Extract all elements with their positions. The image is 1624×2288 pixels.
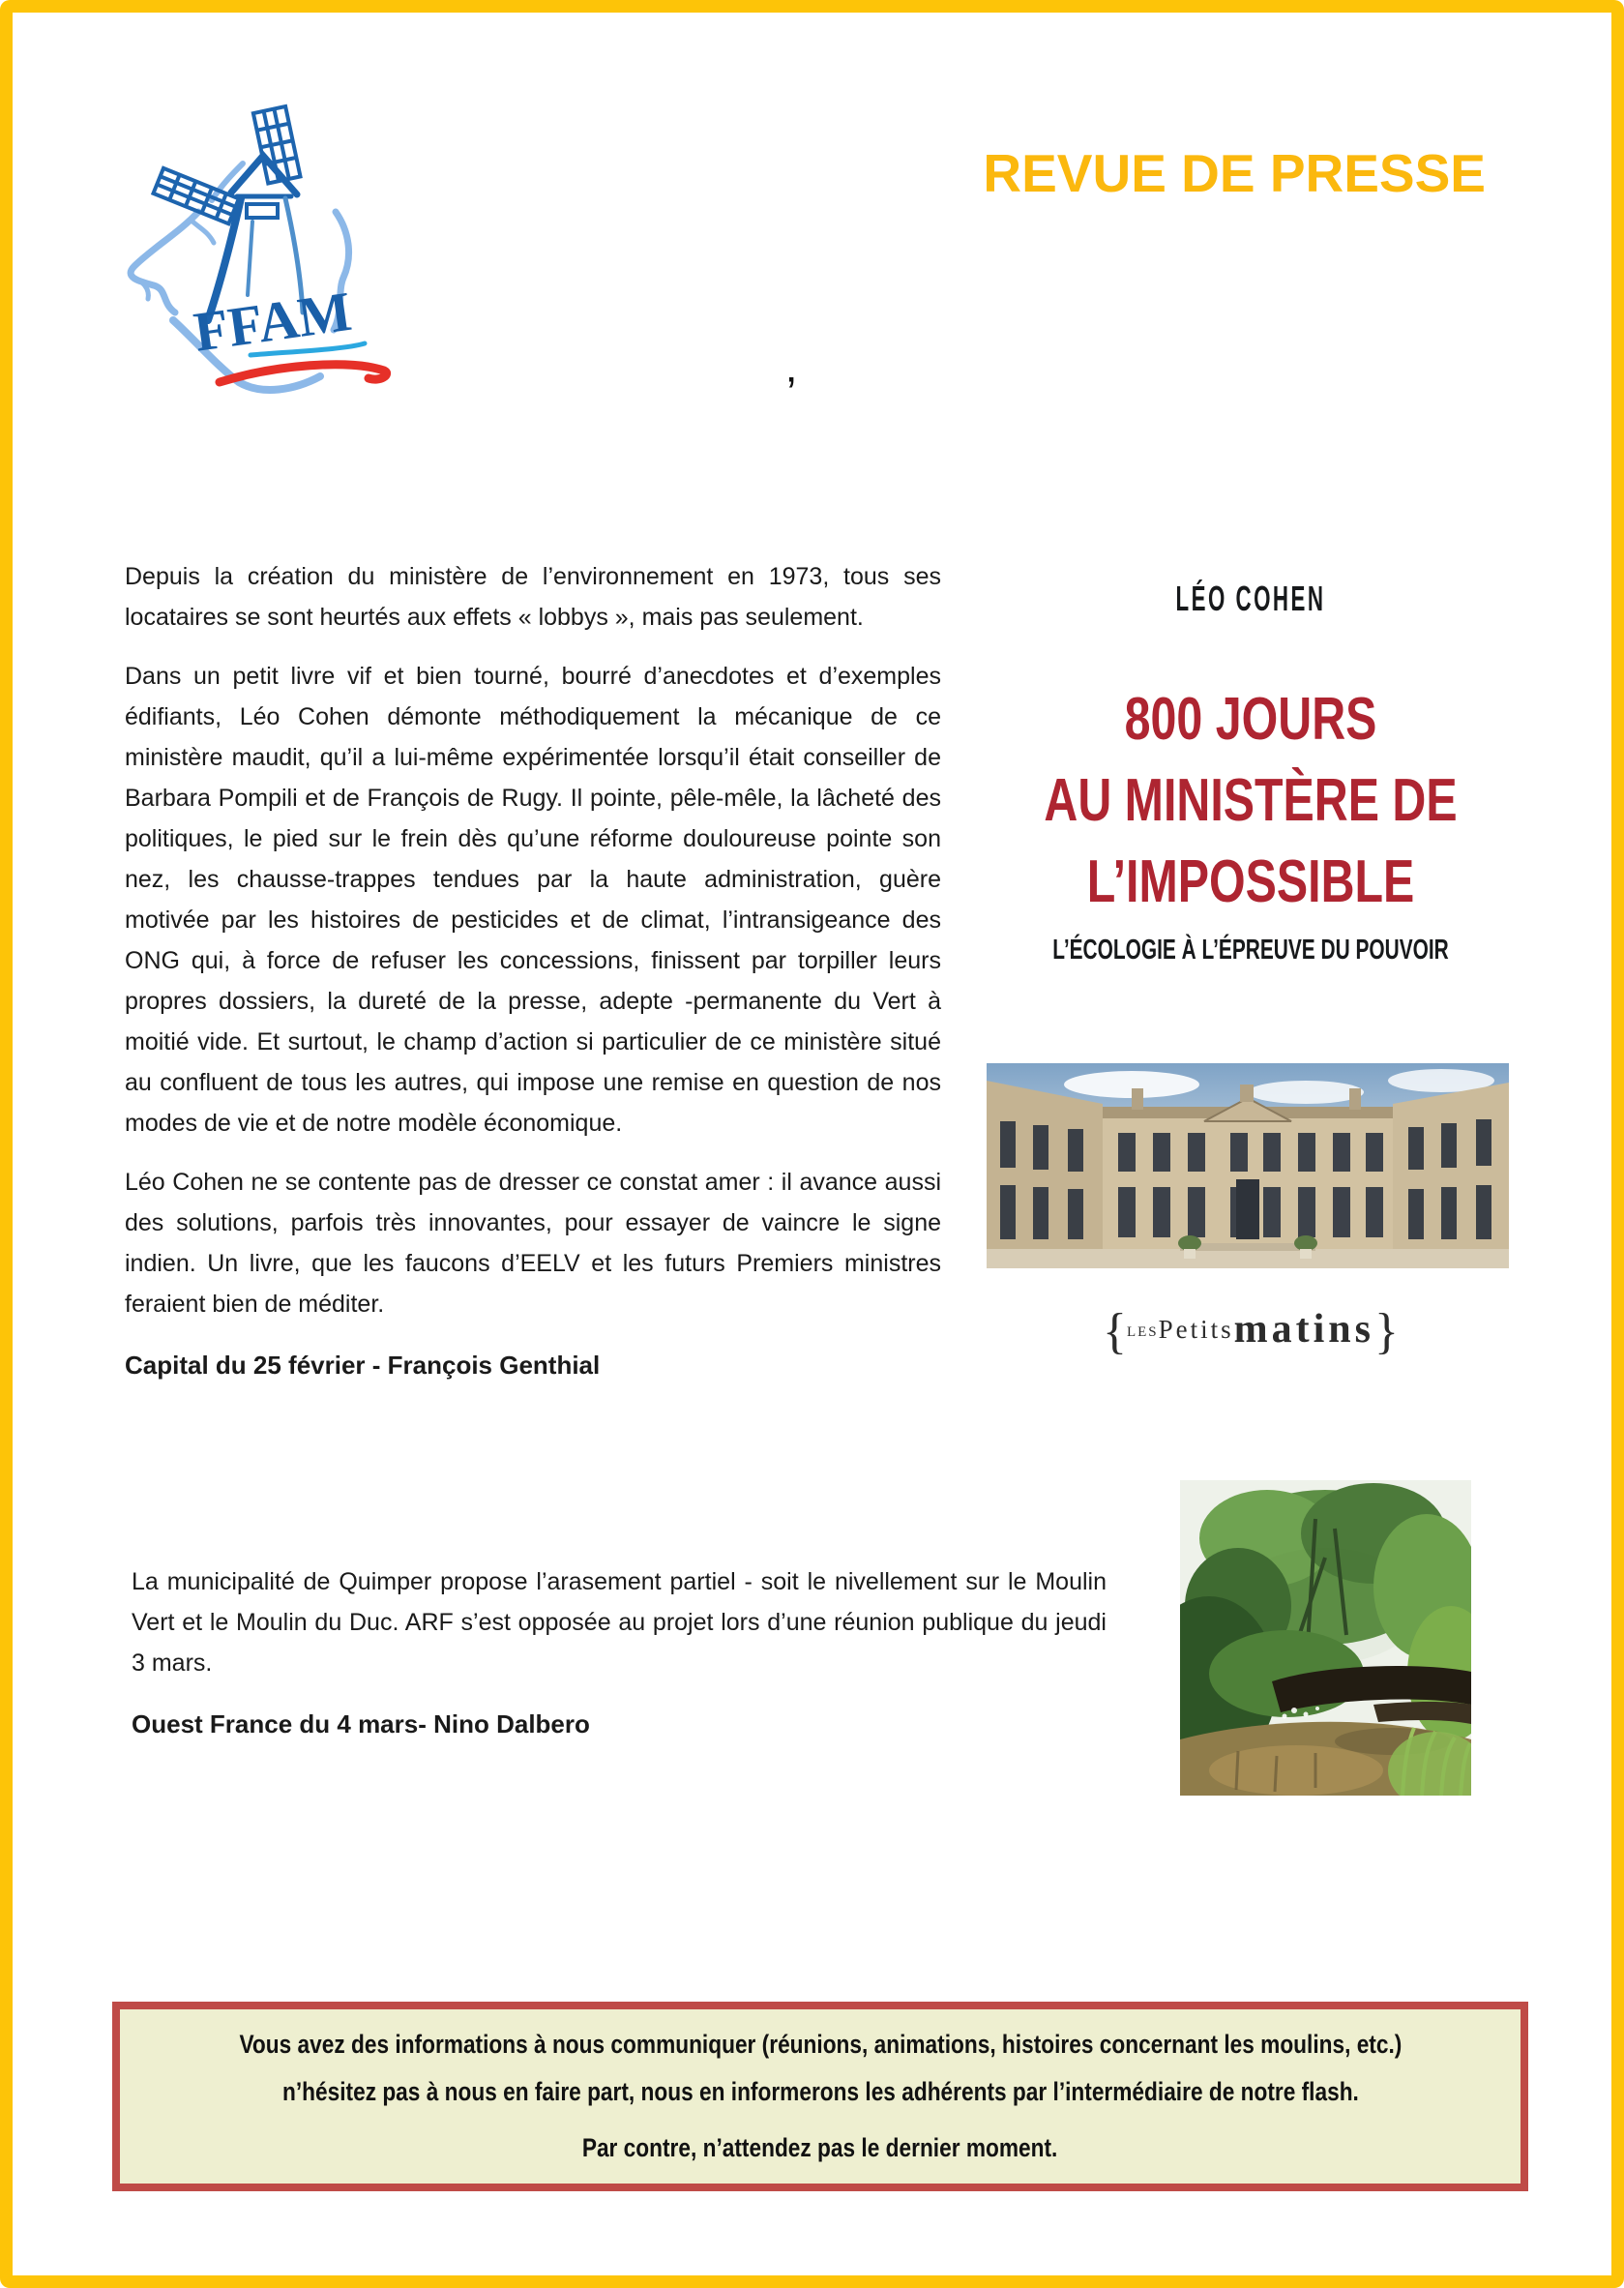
paragraph: La municipalité de Quimper propose l’arasement partiel - soit le nivellement sur le Moulin Vert et le Moulin du Duc. ARF s’est opposée au projet lors d’une réunion publique du jeudi 3 mars. [132, 1568, 1107, 1677]
footer-notice-box [112, 2002, 1528, 2191]
footer-notice-line: Vous avez des informations à nous communiquer (réunions, animations, histoires concernant les moulins, etc.) [239, 2030, 1402, 2059]
article-book-review [125, 556, 941, 1384]
press-source-ouest-france: Ouest France du 4 mars- Nino Dalbero [132, 1709, 590, 1738]
publisher-brace-right: } [1374, 1304, 1399, 1359]
river-bridge-photo [1180, 1480, 1471, 1796]
paragraph: Léo Cohen ne se contente pas de dresser ce constat amer : il avance aussi des solutions, parfois très innovantes, pour essayer de vaincre le signe indien. Un livre, que les faucons d’EELV et les futurs Premiers ministres feraient bien de méditer. [125, 1169, 941, 1318]
publisher-les: LES [1126, 1324, 1159, 1340]
ffam-logo-drawing [105, 96, 398, 403]
stray-apostrophe: ’ [786, 368, 797, 418]
article-quimper [132, 1561, 1107, 1743]
book-title-line: L’IMPOSSIBLE [1086, 848, 1415, 915]
ministry-courtyard-photo [987, 1063, 1509, 1268]
publisher-brace-left: { [1103, 1304, 1127, 1359]
book-author: LÉO COHEN [1175, 579, 1326, 618]
press-source-capital: Capital du 25 février - François Genthial [125, 1351, 601, 1380]
publisher-logo [975, 1303, 1526, 1360]
publisher-matins: matins [1233, 1307, 1375, 1352]
book-title-line: 800 JOURS [1124, 686, 1377, 753]
publisher-petits: Petits [1158, 1315, 1234, 1344]
paragraph: Depuis la création du ministère de l’environnement en 1973, tous ses locataires se sont heurtés aux effets « lobbys », mais pas seulement. [125, 563, 941, 631]
page-title: REVUE DE PRESSE [983, 143, 1486, 203]
book-subtitle: L’ÉCOLOGIE À L’ÉPREUVE DU POUVOIR [1052, 935, 1449, 966]
paragraph: Dans un petit livre vif et bien tourné, bourré d’anecdotes et d’exemples édifiants, Léo Cohen démonte méthodiquement la mécanique de ce ministère maudit, qu’il a lui-même expérimentée lorsqu’il était conseiller de Barbara Pompili et de François de Rugy. Il pointe, pêle-mêle, la lâcheté des politiques, le pied sur le frein dès qu’une réforme douloureuse pointe son nez, les chausse-trappes tendues par la haute administration, guère motivée par les histoires de pesticides et de climat, l’intransigeance des ONG qui, à force de refuser les concessions, finissent par torpiller leurs propres dossiers, la dureté de la presse, adepte -permanente du Vert à moitié vide. Et surtout, le champ d’action si particulier de ce ministère situé au confluent de tous les autres, qui impose une remise en question de nos modes de vie et de notre modèle économique. [125, 663, 941, 1137]
book-title-line: AU MINISTÈRE DE [1044, 767, 1458, 834]
logo-red-swoosh [220, 365, 387, 382]
footer-notice-line: n’hésitez pas à nous en faire part, nous en informerons les adhérents par l’intermédiaire de notre flash. [281, 2077, 1359, 2106]
book-title [975, 679, 1526, 923]
ffam-logo [105, 96, 398, 403]
footer-notice-line: Par contre, n’attendez pas le dernier moment. [582, 2133, 1058, 2162]
book-cover [975, 579, 1526, 966]
ffam-logo-text: FFAM [190, 279, 356, 364]
